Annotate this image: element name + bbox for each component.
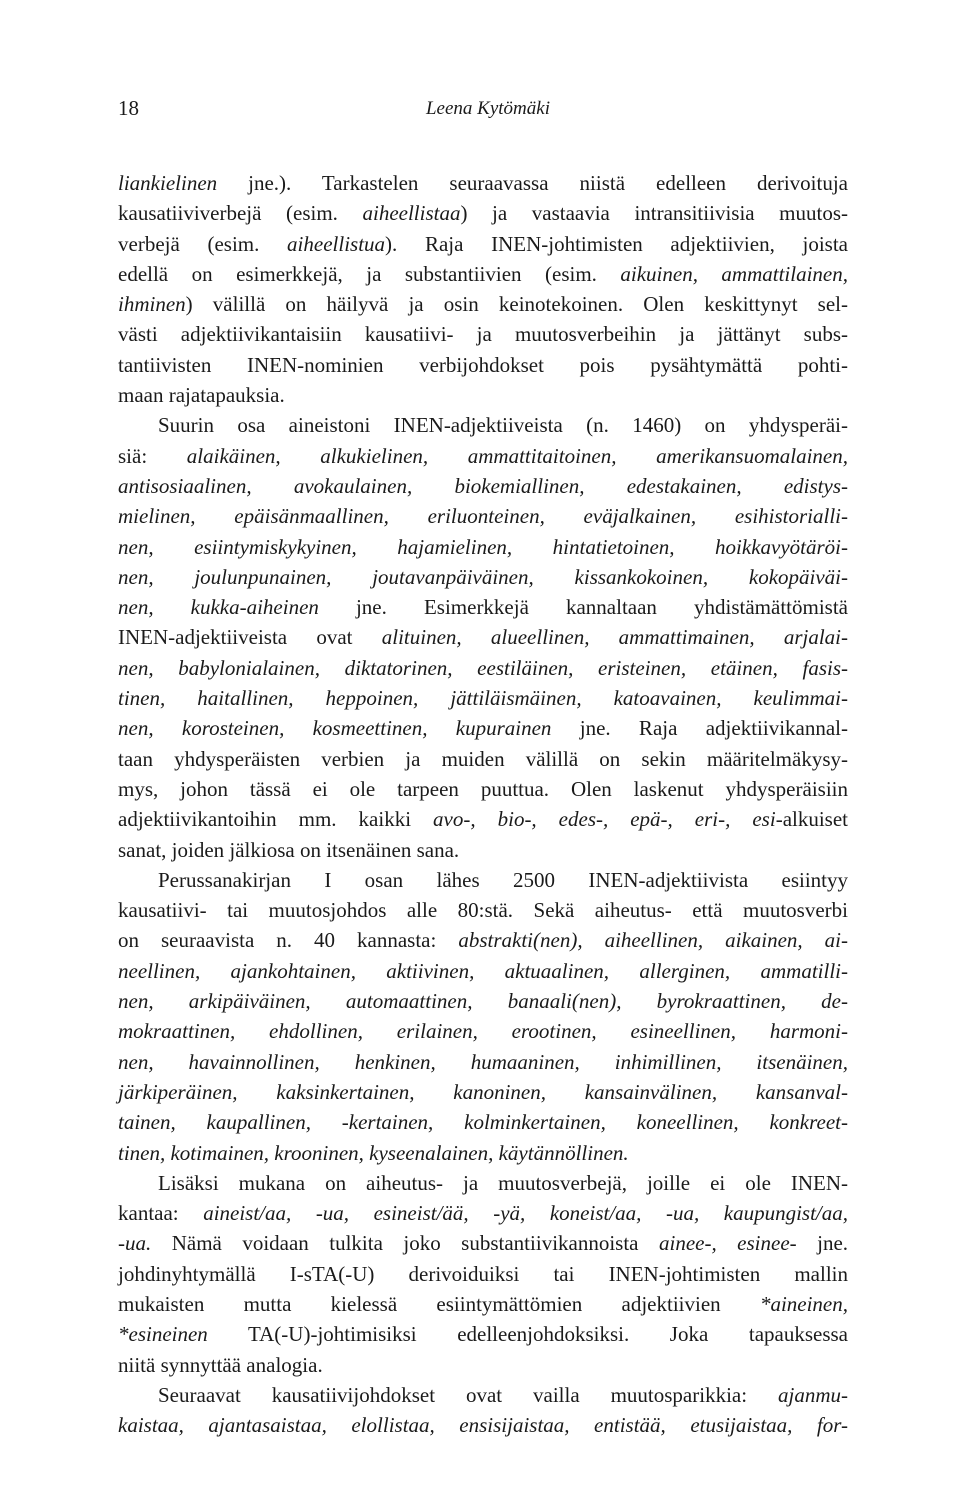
text-segment: siä:: [118, 443, 187, 468]
text-line: [118, 1107, 848, 1137]
text-segment: västi adjektiivikantaisiin kausatiivi- ja muutosverbeihin ja jättänyt subs-: [118, 322, 848, 347]
italic-term: alituinen, alueellinen, ammattimainen, arjalai-: [381, 625, 848, 650]
italic-term: nen, korosteinen, kosmeettinen, kupurainen: [118, 716, 552, 741]
text-segment: jne. Raja adjektiivikannal-: [551, 716, 848, 741]
italic-term: kaistaa, ajantasaistaa, elollistaa, ensisijaistaa, entistää, etusijaistaa, for-: [118, 1413, 848, 1438]
italic-term: -ua.: [118, 1231, 152, 1256]
text-line: [118, 532, 848, 562]
text-segment: adjektiivikantoihin mm. kaikki: [118, 807, 434, 832]
text-segment: alkuiset: [782, 807, 849, 832]
text-segment: johdinyhtymällä I-sTA(-U) derivoiduiksi tai INEN-johtimisten mallin: [118, 1261, 848, 1286]
text-segment: edellä on esimerkkejä, ja substantiivien (esim.: [118, 261, 621, 286]
text-line: [118, 1289, 848, 1319]
italic-term: nen, babylonialainen, diktatorinen, eestiläinen, eristeinen, etäinen, fasis-: [118, 655, 848, 680]
italic-term: abstrakti(nen), aiheellinen, aikainen, ai-: [458, 928, 849, 953]
text-line: [118, 501, 848, 531]
text-line: [118, 1047, 848, 1077]
text-line: [118, 653, 848, 683]
page-number: 18: [118, 96, 139, 120]
text-line: [118, 865, 848, 895]
text-segment: Suurin osa aineistoni INEN-adjektiiveista (n. 1460) on yhdysperäi-: [158, 413, 848, 438]
running-head: Leena Kytömäki: [425, 98, 550, 119]
text-segment: mys, johon tässä ei ole tarpeen puuttua. Olen laskenut yhdysperäisiin: [118, 776, 848, 801]
text-line: [118, 1259, 848, 1289]
text-line: [118, 895, 848, 925]
text-segment: TA(-U)-johtimisiksi edelleenjohdoksiksi. Joka tapauksessa: [207, 1322, 848, 1347]
text-line: [118, 1350, 848, 1380]
italic-term: tinen, haitallinen, heppoinen, jättiläismäinen, katoavainen, keulimmai-: [118, 686, 848, 711]
text-line: [118, 804, 848, 834]
text-segment: kausatiivi- tai muutosjohdos alle 80:stä. Sekä aiheutus- että muutosverbi: [118, 898, 848, 923]
text-segment: INEN-adjektiiveista ovat: [118, 625, 382, 650]
text-segment: sanat, joiden jälkiosa on itsenäinen sana.: [118, 837, 460, 862]
body-text: [118, 168, 848, 1440]
text-line: [118, 1077, 848, 1107]
text-segment: tantiivisten INEN-nominien verbijohdokset pois pysähtymättä pohti-: [118, 352, 848, 377]
text-line: [118, 1198, 848, 1228]
italic-term: nen, joulunpunainen, joutavanpäiväinen, kissankokoinen, kokopäiväi-: [118, 564, 848, 589]
text-line: [118, 229, 848, 259]
text-segment: Lisäksi mukana on aiheutus- ja muutosverbejä, joille ei ole INEN-: [158, 1170, 848, 1195]
text-line: [118, 835, 848, 865]
text-segment: ) ja vastaavia intransitiivisia muutos-: [460, 201, 848, 226]
text-segment: jne. Esimerkkejä kannaltaan yhdistämättömistä: [318, 595, 848, 620]
text-line: [118, 774, 848, 804]
text-line: [118, 471, 848, 501]
text-segment: Nämä voidaan tulkita joko substantiivikannoista: [151, 1231, 659, 1256]
text-segment: taan yhdysperäisten verbien ja muiden välillä on sekin määritelmäkysy-: [118, 746, 848, 771]
text-line: [118, 744, 848, 774]
text-segment: ) välillä on häilyvä ja osin keinotekoinen. Olen keskittynyt sel-: [185, 292, 848, 317]
text-line: [118, 350, 848, 380]
italic-term: aikuinen, ammattilainen,: [620, 261, 848, 286]
text-line: [118, 319, 848, 349]
text-line: [118, 1138, 848, 1168]
text-segment: maan rajatapauksia.: [118, 383, 285, 408]
text-line: [118, 1319, 848, 1349]
text-line: [118, 1168, 848, 1198]
text-line: [118, 592, 848, 622]
italic-term: mokraattinen, ehdollinen, erilainen, erootinen, esineellinen, harmoni-: [118, 1019, 848, 1044]
italic-term: ajanmu-: [778, 1382, 848, 1407]
text-line: [118, 622, 848, 652]
italic-term: antisosiaalinen, avokaulainen, biokemiallinen, edestakainen, edistys-: [118, 473, 848, 498]
text-line: [118, 198, 848, 228]
text-line: [118, 289, 848, 319]
text-segment: Perussanakirjan I osan lähes 2500 INEN-adjektiivista esiintyy: [158, 867, 848, 892]
text-line: [118, 713, 848, 743]
text-segment: mukaisten mutta kielessä esiintymättömien adjektiivien: [118, 1291, 760, 1316]
italic-term: alaikäinen, alkukielinen, ammattitaitoinen, amerikansuomalainen,: [186, 443, 848, 468]
text-line: [118, 259, 848, 289]
text-line: [118, 1380, 848, 1410]
text-line: [118, 1410, 848, 1440]
text-segment: ). Raja INEN-johtimisten adjektiivien, joista: [385, 231, 848, 256]
italic-term: mielinen, epäisänmaallinen, eriluonteinen, eväjalkainen, esihistorialli-: [118, 504, 848, 529]
italic-term: avo-, bio-, edes-, epä-, eri-, esi-: [433, 807, 783, 832]
text-line: [118, 986, 848, 1016]
text-segment: kausatiiviverbejä (esim.: [118, 201, 363, 226]
italic-term: liankielinen: [118, 171, 218, 195]
text-line: [118, 1016, 848, 1046]
text-segment: jne.: [796, 1231, 849, 1256]
text-line: [118, 380, 848, 410]
italic-term: nen, arkipäiväinen, automaattinen, banaali(nen), byrokraattinen, de-: [118, 989, 848, 1014]
text-line: [118, 410, 848, 440]
italic-term: *aineinen,: [759, 1291, 848, 1316]
italic-term: tainen, kaupallinen, -kertainen, kolminkertainen, koneellinen, konkreet-: [118, 1110, 848, 1135]
text-segment: verbejä (esim.: [118, 231, 288, 256]
page-header: [118, 96, 848, 126]
text-line: [118, 562, 848, 592]
text-segment: kantaa:: [118, 1201, 204, 1226]
text-segment: Seuraavat kausatiivijohdokset ovat vailla muutosparikkia:: [158, 1382, 778, 1407]
italic-term: neellinen, ajankohtainen, aktiivinen, aktuaalinen, allerginen, ammatilli-: [118, 958, 848, 983]
text-segment: jne.). Tarkastelen seuraavassa niistä edelleen derivoituja: [217, 171, 848, 195]
italic-term: aiheellistaa: [362, 201, 461, 226]
italic-term: nen, kukka-aiheinen: [118, 595, 319, 620]
italic-term: järkiperäinen, kaksinkertainen, kanoninen, kansainvälinen, kansanval-: [118, 1079, 848, 1104]
italic-term: nen, esiintymiskykyinen, hajamielinen, hintatietoinen, hoikkavyötäröi-: [118, 534, 848, 559]
italic-term: *esineinen: [118, 1322, 208, 1347]
italic-term: nen, havainnollinen, henkinen, humaaninen, inhimillinen, itsenäinen,: [118, 1049, 848, 1074]
italic-term: tinen, kotimainen, krooninen, kyseenalainen, käytännöllinen.: [118, 1140, 629, 1165]
italic-term: aineist/aa, -ua, esineist/ää, -yä, koneist/aa, -ua, kaupungist/aa,: [203, 1201, 848, 1226]
text-segment: on seuraavista n. 40 kannasta:: [118, 928, 459, 953]
text-line: [118, 683, 848, 713]
italic-term: ihminen: [118, 292, 186, 317]
text-segment: niitä synnyttää analogia.: [118, 1352, 323, 1377]
italic-term: ainee-, esinee-: [658, 1231, 797, 1256]
text-line: [118, 956, 848, 986]
text-line: [118, 925, 848, 955]
italic-term: aiheellistua: [287, 231, 386, 256]
text-line: [118, 168, 848, 198]
text-line: [118, 441, 848, 471]
text-line: [118, 1228, 848, 1258]
